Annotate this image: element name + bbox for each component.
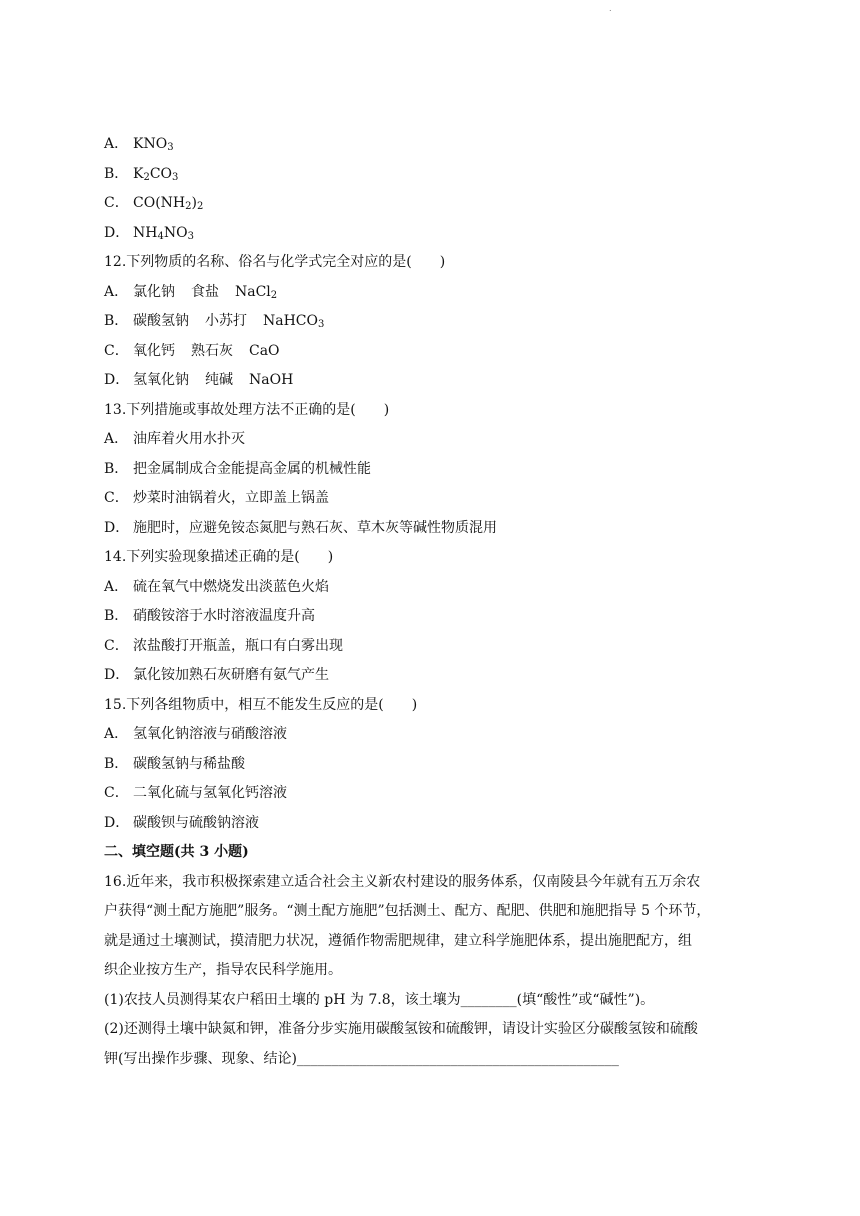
option-common-name: 小苏打 — [205, 313, 247, 329]
q14-option-c — [104, 632, 764, 662]
q14-stem: 14.下列实验现象描述正确的是( ) — [104, 549, 334, 565]
q12-option-c — [104, 337, 764, 367]
q16-subquestion-2-line: 钾(写出操作步骤、现象、结论)______________________________________________ — [104, 1050, 619, 1067]
q15-option-d — [104, 809, 764, 839]
header-dot: . — [609, 4, 612, 13]
option-text: 炒菜时油锅着火，立即盖上锅盖 — [133, 490, 329, 506]
q15-option-b — [104, 750, 764, 780]
q15-stem: 15.下列各组物质中，相互不能发生反应的是( ) — [104, 696, 418, 713]
option-label: A． — [104, 431, 129, 447]
option-label: C． — [104, 637, 129, 654]
q11-option-c — [104, 189, 764, 219]
q14-option-b — [104, 602, 764, 632]
formula-subscript: 2 — [185, 201, 192, 212]
option-label: C． — [104, 490, 129, 506]
document-content — [104, 130, 764, 1074]
q13-option-d — [104, 514, 764, 544]
option-text: 施肥时，应避免铵态氮肥与熟石灰、草木灰等碱性物质混用 — [133, 519, 497, 536]
option-label: C． — [104, 195, 129, 211]
formula-text: CO(NH — [133, 195, 186, 211]
option-name: 氯化钠 — [133, 283, 175, 300]
option-label: B． — [104, 755, 129, 772]
formula-subscript: 3 — [187, 230, 194, 242]
q16-paragraph-line: 织企业按方生产，指导农民科学施用。 — [104, 962, 342, 978]
option-label: C． — [104, 785, 129, 801]
option-text: 浓盐酸打开瓶盖，瓶口有白雾出现 — [133, 637, 343, 654]
q13-option-b — [104, 455, 764, 485]
q14-option-d — [104, 661, 764, 691]
formula-text: KNO — [133, 136, 168, 152]
q16-paragraph-line: 16.近年来，我市积极探索建立适合社会主义新农村建设的服务体系，仅南陵县今年就有五万余农 — [104, 873, 701, 890]
formula-subscript: 2 — [143, 171, 150, 183]
q15-option-c — [104, 779, 764, 809]
formula-text: NO — [163, 224, 188, 241]
q11-option-b — [104, 160, 764, 190]
option-common-name: 纯碱 — [205, 372, 233, 388]
option-common-name: 食盐 — [191, 283, 219, 300]
formula-text: NH — [133, 224, 158, 241]
option-text: 氢氧化钠溶液与硝酸溶液 — [133, 726, 287, 742]
option-name: 氧化钙 — [133, 342, 175, 359]
option-common-name: 熟石灰 — [191, 342, 233, 359]
option-label: A． — [104, 726, 129, 742]
q15-option-a — [104, 720, 764, 750]
option-label: B． — [104, 313, 129, 329]
option-label: A． — [104, 283, 129, 300]
option-label: D． — [104, 814, 130, 831]
formula-text: CaO — [249, 342, 280, 359]
formula-subscript: 4 — [157, 230, 164, 242]
formula-subscript: 2 — [196, 201, 204, 212]
option-text: 把金属制成合金能提高金属的机械性能 — [133, 460, 371, 477]
option-label: D． — [104, 667, 130, 683]
option-label: D． — [104, 519, 130, 536]
option-label: D． — [104, 224, 130, 241]
q13-stem: 13.下列措施或事故处理方法不正确的是( ) — [104, 401, 390, 418]
option-label: B． — [104, 460, 129, 477]
formula-subscript: 3 — [318, 319, 325, 330]
formula-subscript: 3 — [172, 171, 179, 183]
formula-text: CO — [149, 165, 173, 182]
formula-text: K — [133, 165, 144, 182]
option-text: 油库着火用水扑灭 — [133, 431, 245, 447]
q16-subquestion-2-line: (2)还测得土壤中缺氮和钾，准备分步实施用碳酸氢铵和硫酸钾，请设计实验区分碳酸氢铵和硫酸 — [104, 1021, 698, 1037]
formula-subscript: 2 — [270, 289, 278, 301]
formula-text: NaOH — [249, 372, 294, 388]
q12-option-a — [104, 278, 764, 308]
option-text: 硫在氧气中燃烧发出淡蓝色火焰 — [133, 578, 329, 595]
q12-stem: 12.下列物质的名称、俗名与化学式完全对应的是( ) — [104, 254, 446, 270]
option-label: D． — [104, 372, 130, 388]
q13-option-a — [104, 425, 764, 455]
q12-option-b — [104, 307, 764, 337]
q11-option-a — [104, 130, 764, 160]
q12-option-d — [104, 366, 764, 396]
option-label: A． — [104, 136, 129, 152]
option-text: 碳酸氢钠与稀盐酸 — [133, 755, 245, 772]
q16-paragraph-line: 户获得“测土配方施肥”服务。“测土配方施肥”包括测土、配方、配肥、供肥和施肥指导 5 个环节， — [104, 903, 711, 919]
formula-subscript: 3 — [167, 142, 174, 153]
q13-option-c — [104, 484, 764, 514]
q16-subquestion-1: (1)农技人员测得某农户稻田土壤的 pH 为 7.8，该土壤为________(填“酸性”或“碱性”)。 — [104, 991, 655, 1008]
q14-option-a — [104, 573, 764, 603]
option-text: 氯化铵加熟石灰研磨有氨气产生 — [133, 667, 329, 683]
q11-option-d — [104, 219, 764, 249]
option-text: 碳酸钡与硫酸钠溶液 — [133, 814, 259, 831]
section-heading: 二、填空题(共 3 小题) — [104, 844, 249, 860]
formula-text: NaCl — [235, 283, 271, 300]
option-name: 氢氧化钠 — [133, 372, 189, 388]
q16-paragraph-line: 就是通过土壤测试，摸清肥力状况，遵循作物需肥规律，建立科学施肥体系，提出施肥配方，组 — [104, 932, 692, 949]
option-name: 碳酸氢钠 — [133, 313, 189, 329]
option-label: A． — [104, 578, 129, 595]
formula-text: ) — [191, 195, 197, 211]
option-text: 硝酸铵溶于水时溶液温度升高 — [133, 608, 315, 624]
option-label: C． — [104, 342, 129, 359]
formula-text: NaHCO — [263, 313, 318, 329]
option-label: B． — [104, 165, 129, 182]
option-text: 二氧化硫与氢氧化钙溶液 — [133, 785, 287, 801]
option-label: B． — [104, 608, 129, 624]
